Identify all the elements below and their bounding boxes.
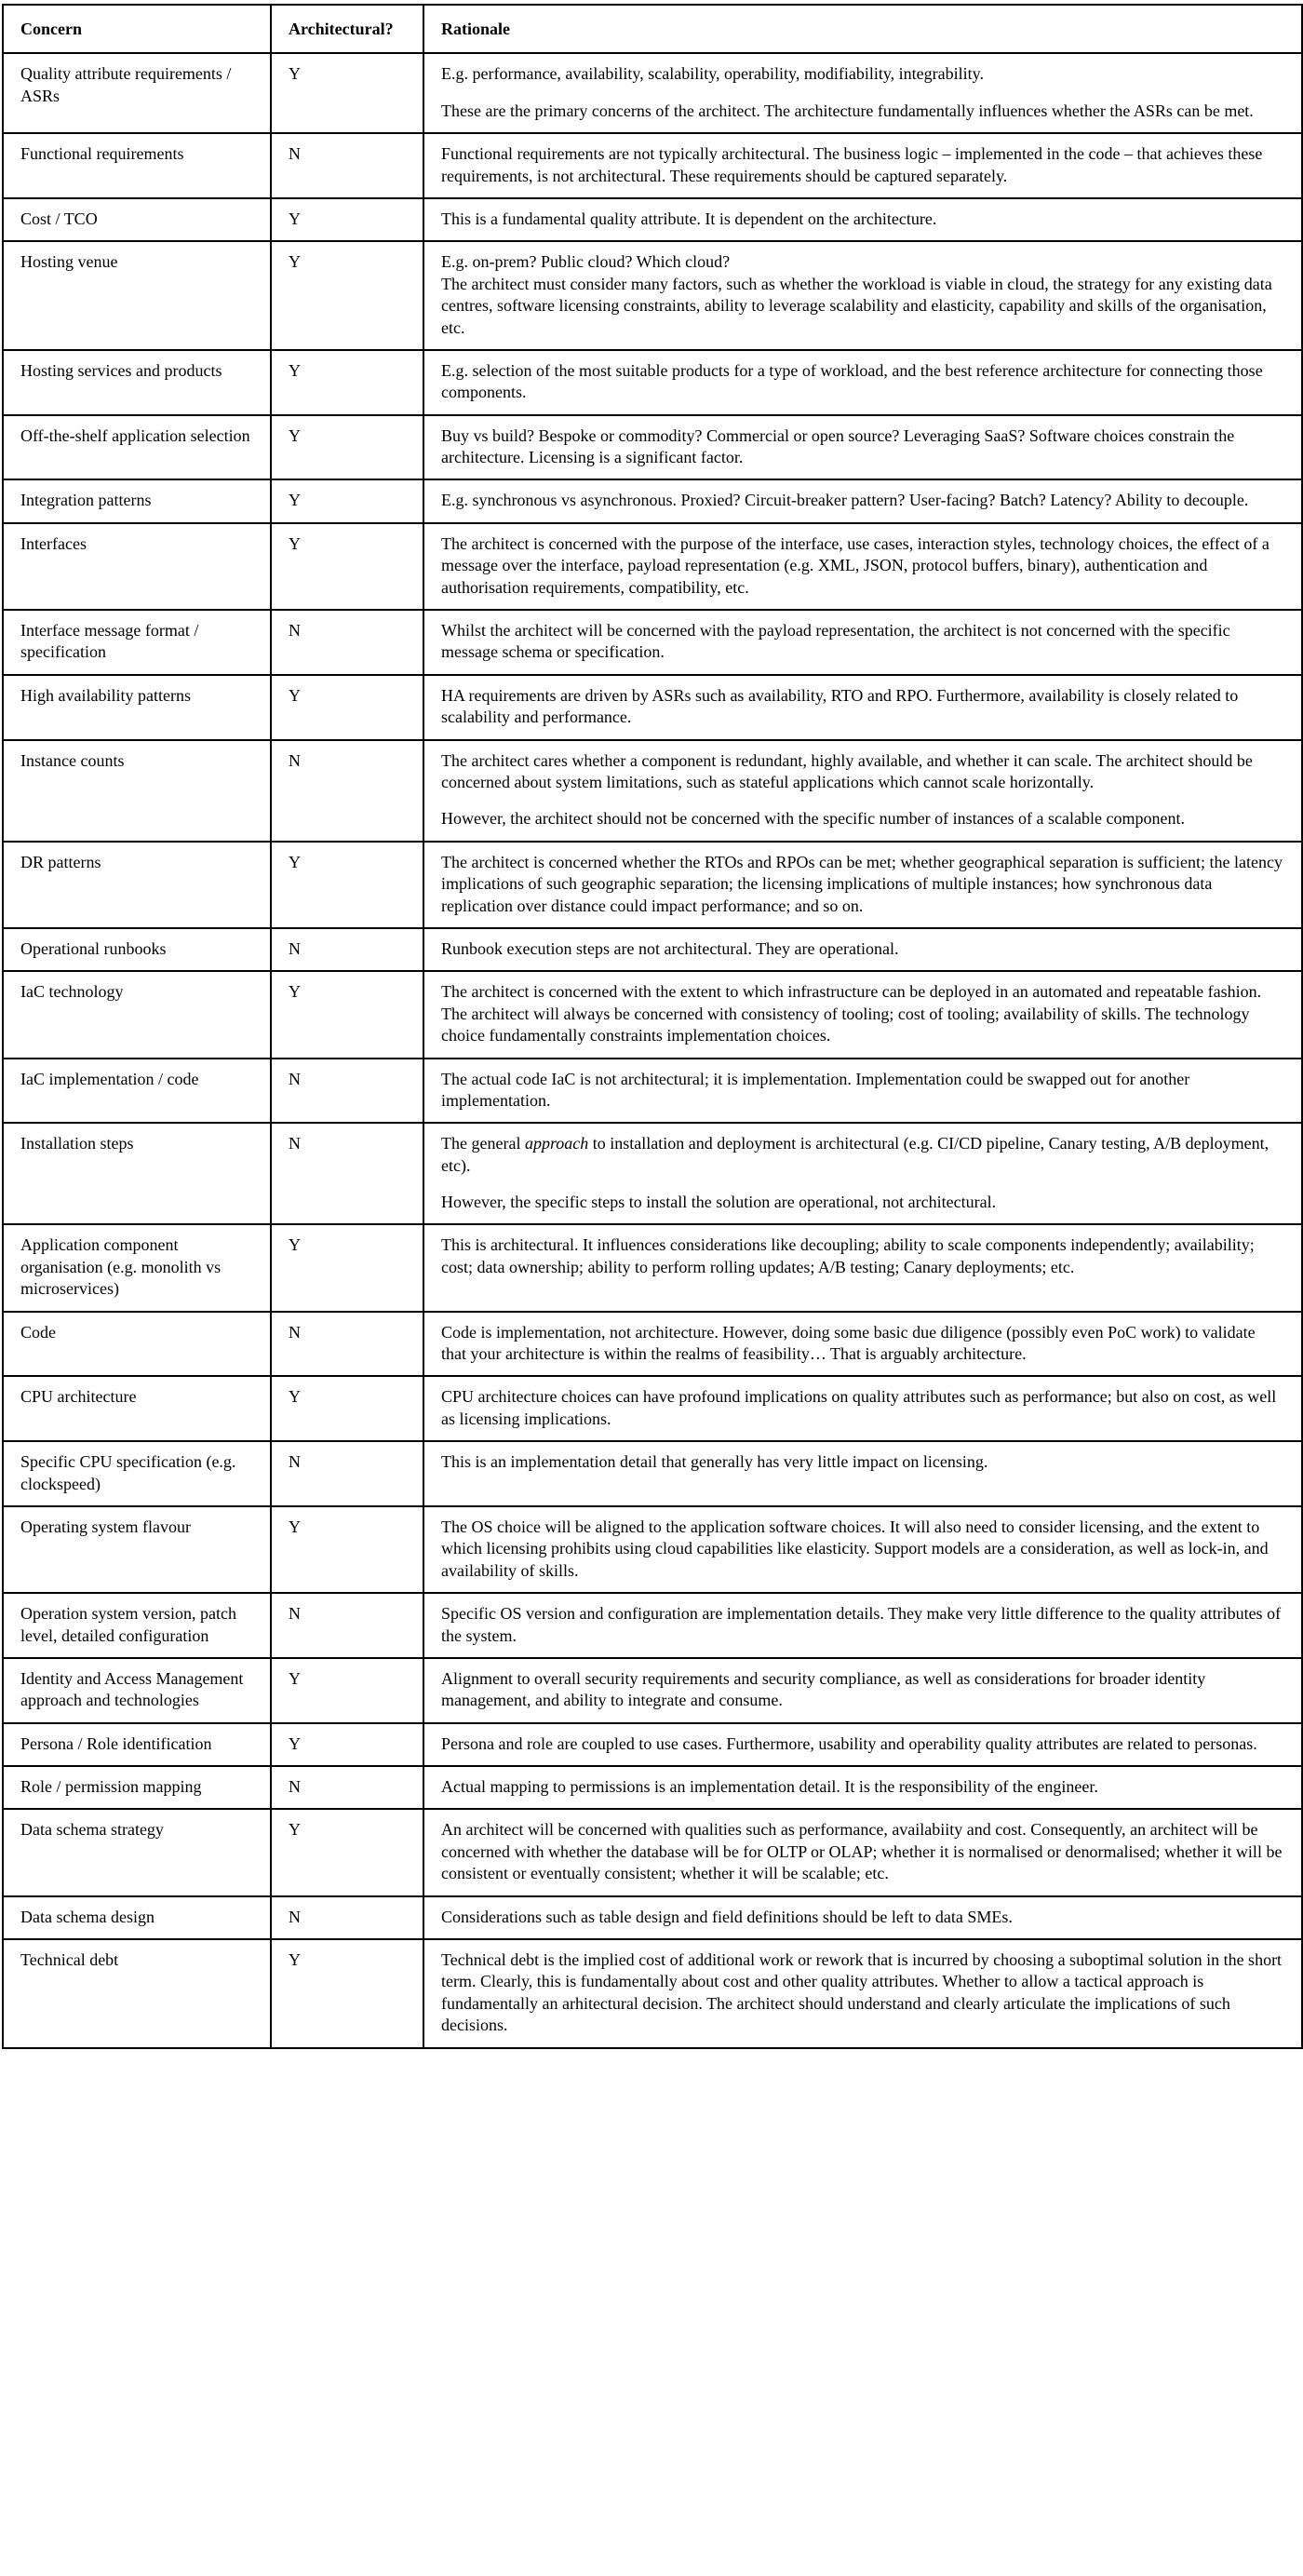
rationale-cell [423,1376,1302,1441]
rationale-cell [423,1506,1302,1593]
rationale-paragraph [441,1133,1284,1177]
concern-cell: Interfaces [3,523,271,610]
concern-cell: Technical debt [3,1939,271,2048]
rationale-cell [423,1441,1302,1506]
architectural-cell: Y [271,1224,423,1311]
rationale-cell [423,53,1302,133]
concern-cell: High availability patterns [3,675,271,740]
rationale-paragraph: This is a fundamental quality attribute. It is dependent on the architecture. [441,209,937,228]
architectural-cell: N [271,133,423,198]
concern-cell: Data schema strategy [3,1809,271,1895]
rationale-paragraph: An architect will be concerned with qualities such as performance, availabiity and cost. Consequently, an architect will be concerned with whether the database will be for OLTP or OLAP; whether it is normalised or denormalised; whether it will be consistent or eventually consistent; whether it will be scalable; etc. [441,1820,1283,1883]
rationale-paragraph: The architect must consider many factors, such as whether the workload is viable in cloud, the strategy for any existing data centres, software licensing constraints, ability to leverage scalability and elasticity, capability and skills of the organisation, etc. [441,274,1272,337]
architectural-cell: Y [271,971,423,1058]
table-row [3,1658,1302,1723]
rationale-emphasis: approach [524,1134,589,1153]
architectural-cell: Y [271,1809,423,1895]
table-row [3,350,1302,415]
table-row [3,523,1302,610]
table-row [3,1441,1302,1506]
table-row [3,53,1302,133]
table-row [3,1896,1302,1939]
rationale-paragraph: The actual code IaC is not architectural; it is implementation. Implementation could be swapped out for another implementation. [441,1069,1190,1110]
rationale-text: The general [441,1134,525,1153]
concern-cell: Operational runbooks [3,928,271,971]
table-row [3,1376,1302,1441]
concern-cell: Integration patterns [3,479,271,522]
rationale-paragraph: CPU architecture choices can have profound implications on quality attributes such as performance; but also on cost, as well as licensing implications. [441,1387,1277,1428]
rationale-paragraph: The architect is concerned whether the RTOs and RPOs can be met; whether geographical separation is sufficient; the latency implications of such geographic separation; the licensing implications of multiple instances; how synchronous data replication over distance could impact performance; and so on. [441,852,1283,915]
table-row [3,1123,1302,1224]
rationale-cell [423,1593,1302,1658]
rationale-paragraph: Persona and role are coupled to use cases. Furthermore, usability and operability quality attributes are related to personas. [441,1733,1257,1753]
rationale-paragraph: Specific OS version and configuration are implementation details. They make very little difference to the quality attributes of the system. [441,1604,1282,1645]
rationale-cell [423,1224,1302,1311]
rationale-paragraph: Alignment to overall security requirements and security compliance, as well as considerations for broader identity management, and ability to integrate and consume. [441,1668,1206,1710]
table-row [3,675,1302,740]
table-row [3,842,1302,928]
concern-cell: Code [3,1312,271,1377]
architectural-cell: Y [271,241,423,350]
rationale-paragraph: This is architectural. It influences considerations like decoupling; ability to scale components independently; availability; cost; data ownership; ability to perform rolling updates; A/B testing; Canary deployments; etc. [441,1235,1255,1276]
rationale-cell [423,740,1302,842]
rationale-paragraph: The architect is concerned with the extent to which infrastructure can be deployed in an automated and repeatable fashion. The architect will always be concerned with consistency of tooling; cost of tooling; availability of skills. The technology choice fundamentally constraints implementation choices. [441,982,1262,1045]
rationale-cell [423,479,1302,522]
concern-cell: Persona / Role identification [3,1723,271,1766]
architectural-cell: Y [271,53,423,133]
table-row [3,1809,1302,1895]
table-row [3,133,1302,198]
table-row [3,198,1302,241]
header-rationale: Rationale [423,5,1302,53]
header-row [3,5,1302,53]
rationale-cell [423,1766,1302,1809]
rationale-cell [423,1896,1302,1939]
rationale-paragraph: E.g. on-prem? Public cloud? Which cloud? [441,252,731,272]
architectural-cell: Y [271,1506,423,1593]
concern-cell: IaC technology [3,971,271,1058]
concern-cell: Operation system version, patch level, detailed configuration [3,1593,271,1658]
rationale-paragraph: E.g. selection of the most suitable products for a type of workload, and the best reference architecture for connecting those components. [441,360,1263,402]
architectural-cell: N [271,740,423,842]
rationale-cell [423,1809,1302,1895]
header-concern: Concern [3,5,271,53]
architectural-cell: N [271,1123,423,1224]
rationale-cell [423,1059,1302,1124]
architectural-cell: N [271,1896,423,1939]
rationale-paragraph: These are the primary concerns of the architect. The architecture fundamentally influences whether the ASRs can be met. [441,101,1254,120]
rationale-paragraph: The architect is concerned with the purpose of the interface, use cases, interaction styles, technology choices, the effect of a message over the interface, payload representation (e.g. XML, JSON, protocol buffers, binary), authentication and authorisation requirements, compatibility, etc. [441,533,1269,597]
rationale-cell [423,350,1302,415]
concern-cell: Off-the-shelf application selection [3,415,271,480]
rationale-paragraph: Functional requirements are not typically architectural. The business logic – implemented in the code – that achieves these requirements, is not architectural. These requirements should be captured separately. [441,144,1263,185]
concern-cell: Specific CPU specification (e.g. clockspeed) [3,1441,271,1506]
architectural-cell: Y [271,1939,423,2048]
architectural-cell: Y [271,479,423,522]
concern-cell: Quality attribute requirements / ASRs [3,53,271,133]
table-row [3,1506,1302,1593]
architectural-cell: N [271,1593,423,1658]
rationale-cell [423,1312,1302,1377]
rationale-cell [423,928,1302,971]
architectural-cell: N [271,610,423,675]
concern-cell: Installation steps [3,1123,271,1224]
architectural-cell: N [271,1766,423,1809]
rationale-cell [423,1123,1302,1224]
architectural-cell: Y [271,1376,423,1441]
concern-cell: Operating system flavour [3,1506,271,1593]
rationale-cell [423,523,1302,610]
rationale-cell [423,842,1302,928]
table-row [3,1939,1302,2048]
rationale-cell [423,610,1302,675]
table-row [3,928,1302,971]
table-row [3,610,1302,675]
table-row [3,479,1302,522]
concern-cell: Hosting venue [3,241,271,350]
rationale-paragraph: Actual mapping to permissions is an implementation detail. It is the responsibility of the engineer. [441,1777,1098,1797]
rationale-paragraph: However, the specific steps to install the solution are operational, not architectural. [441,1193,997,1212]
rationale-paragraph: This is an implementation detail that generally has very little impact on licensing. [441,1452,988,1472]
architectural-cell: N [271,1441,423,1506]
concern-cell: Identity and Access Management approach and technologies [3,1658,271,1723]
architectural-cell: Y [271,350,423,415]
architectural-concerns-table [2,4,1303,2049]
architectural-cell: Y [271,415,423,480]
rationale-paragraph: Whilst the architect will be concerned with the payload representation, the architect is not concerned with the specific message schema or specification. [441,621,1230,662]
rationale-paragraph: Technical debt is the implied cost of additional work or rework that is incurred by choosing a suboptimal solution in the short term. Clearly, this is fundamentally about cost and other quality attributes. Whether to allow a tactical approach is fundamentally an arhitectural decision. The architect should understand and clearly articulate the implications of such decisions. [441,1950,1283,2035]
header-architectural: Architectural? [271,5,423,53]
concern-cell: Hosting services and products [3,350,271,415]
table-row [3,740,1302,842]
rationale-cell [423,1939,1302,2048]
rationale-cell [423,971,1302,1058]
concern-cell: IaC implementation / code [3,1059,271,1124]
rationale-paragraph: E.g. performance, availability, scalability, operability, modifiability, integrability. [441,64,984,84]
rationale-cell [423,1658,1302,1723]
rationale-cell [423,198,1302,241]
concern-cell: Role / permission mapping [3,1766,271,1809]
rationale-paragraph: Runbook execution steps are not architectural. They are operational. [441,938,899,958]
rationale-text: to installation and deployment is architectural (e.g. CI/CD pipeline, Canary testing, A/B deployment, etc). [441,1134,1269,1175]
rationale-cell [423,415,1302,480]
rationale-paragraph: Buy vs build? Bespoke or commodity? Commercial or open source? Leveraging SaaS? Software choices constrain the architecture. Licensing is a significant factor. [441,425,1235,467]
rationale-cell [423,241,1302,350]
rationale-cell [423,1723,1302,1766]
table-row [3,1224,1302,1311]
rationale-cell [423,675,1302,740]
table-row [3,1766,1302,1809]
table-row [3,1723,1302,1766]
concern-cell: Data schema design [3,1896,271,1939]
architectural-cell: Y [271,523,423,610]
table-row [3,1312,1302,1377]
table-row [3,1059,1302,1124]
rationale-paragraph: However, the architect should not be concerned with the specific number of instances of a scalable component. [441,809,1185,829]
table-row [3,971,1302,1058]
rationale-paragraph: HA requirements are driven by ASRs such as availability, RTO and RPO. Furthermore, availability is closely related to scalability and performance. [441,685,1239,727]
concern-cell: DR patterns [3,842,271,928]
concern-cell: Instance counts [3,740,271,842]
concern-cell: CPU architecture [3,1376,271,1441]
rationale-paragraph: Code is implementation, not architecture. However, doing some basic due diligence (possibly even PoC work) to validate that your architecture is within the realms of feasibility… That is arguably architecture. [441,1322,1256,1364]
table-row [3,1593,1302,1658]
architectural-cell: N [271,928,423,971]
rationale-paragraph: Considerations such as table design and field definitions should be left to data SMEs. [441,1907,1013,1926]
rationale-paragraph: The architect cares whether a component is redundant, highly available, and whether it can scale. The architect should be concerned about system limitations, such as stateful applications which cannot scale horizontally. [441,750,1253,791]
rationale-paragraph: E.g. synchronous vs asynchronous. Proxied? Circuit-breaker pattern? User-facing? Batch? Latency? Ability to decouple. [441,491,1249,510]
architectural-cell: Y [271,842,423,928]
architectural-cell: Y [271,198,423,241]
architectural-cell: Y [271,675,423,740]
architectural-cell: Y [271,1658,423,1723]
architectural-cell: Y [271,1723,423,1766]
table-row [3,415,1302,480]
concern-cell: Cost / TCO [3,198,271,241]
architectural-cell: N [271,1312,423,1377]
rationale-cell [423,133,1302,198]
rationale-paragraph: The OS choice will be aligned to the application software choices. It will also need to consider licensing, and the extent to which licensing prohibits using cloud capabilities like elasticity. Support models are a consideration, as well as lock-in, and availability of skills. [441,1517,1269,1580]
concern-cell: Interface message format / specification [3,610,271,675]
concern-cell: Application component organisation (e.g. monolith vs microservices) [3,1224,271,1311]
architectural-cell: N [271,1059,423,1124]
concern-cell: Functional requirements [3,133,271,198]
table-row [3,241,1302,350]
